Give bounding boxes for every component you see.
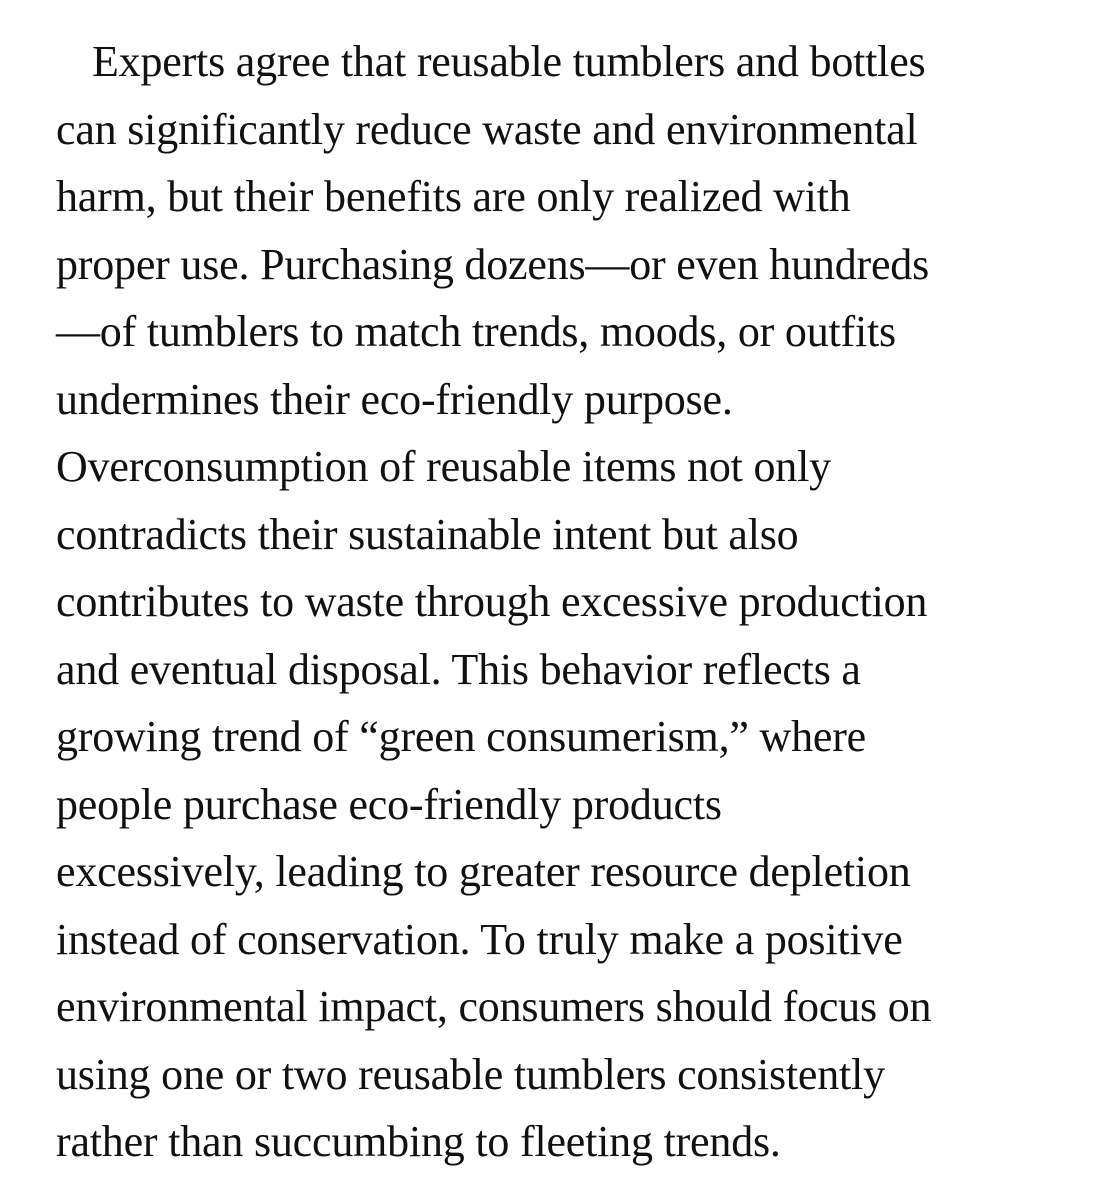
paragraph-line: excessively, leading to greater resource depletion (56, 847, 911, 896)
article-paragraph (56, 28, 1066, 1176)
paragraph-line: harm, but their benefits are only realized with (56, 172, 851, 221)
paragraph-line: instead of conservation. To truly make a positive (56, 914, 903, 964)
paragraph-line: undermines their eco-friendly purpose. (56, 374, 733, 424)
paragraph-line: Experts agree that reusable tumblers and bottles (92, 37, 926, 86)
paragraph-line: using one or two reusable tumblers consistently (56, 1049, 885, 1099)
paragraph-line: can significantly reduce waste and environmental (56, 104, 918, 154)
paragraph-line: environmental impact, consumers should focus on (56, 982, 932, 1031)
paragraph-line: Overconsumption of reusable items not only (56, 442, 831, 491)
paragraph-line: people purchase eco-friendly products (56, 779, 722, 829)
paragraph-line: proper use. Purchasing dozens—or even hundreds (56, 239, 930, 289)
paragraph-line: growing trend of “green consumerism,” where (56, 712, 866, 761)
paragraph-line: contributes to waste through excessive production (56, 577, 928, 626)
paragraph-line: contradicts their sustainable intent but also (56, 509, 799, 559)
paragraph-line: —of tumblers to match trends, moods, or outfits (56, 307, 896, 356)
paragraph-line: and eventual disposal. This behavior reflects a (56, 644, 861, 694)
paragraph-line: rather than succumbing to fleeting trends. (56, 1117, 781, 1166)
